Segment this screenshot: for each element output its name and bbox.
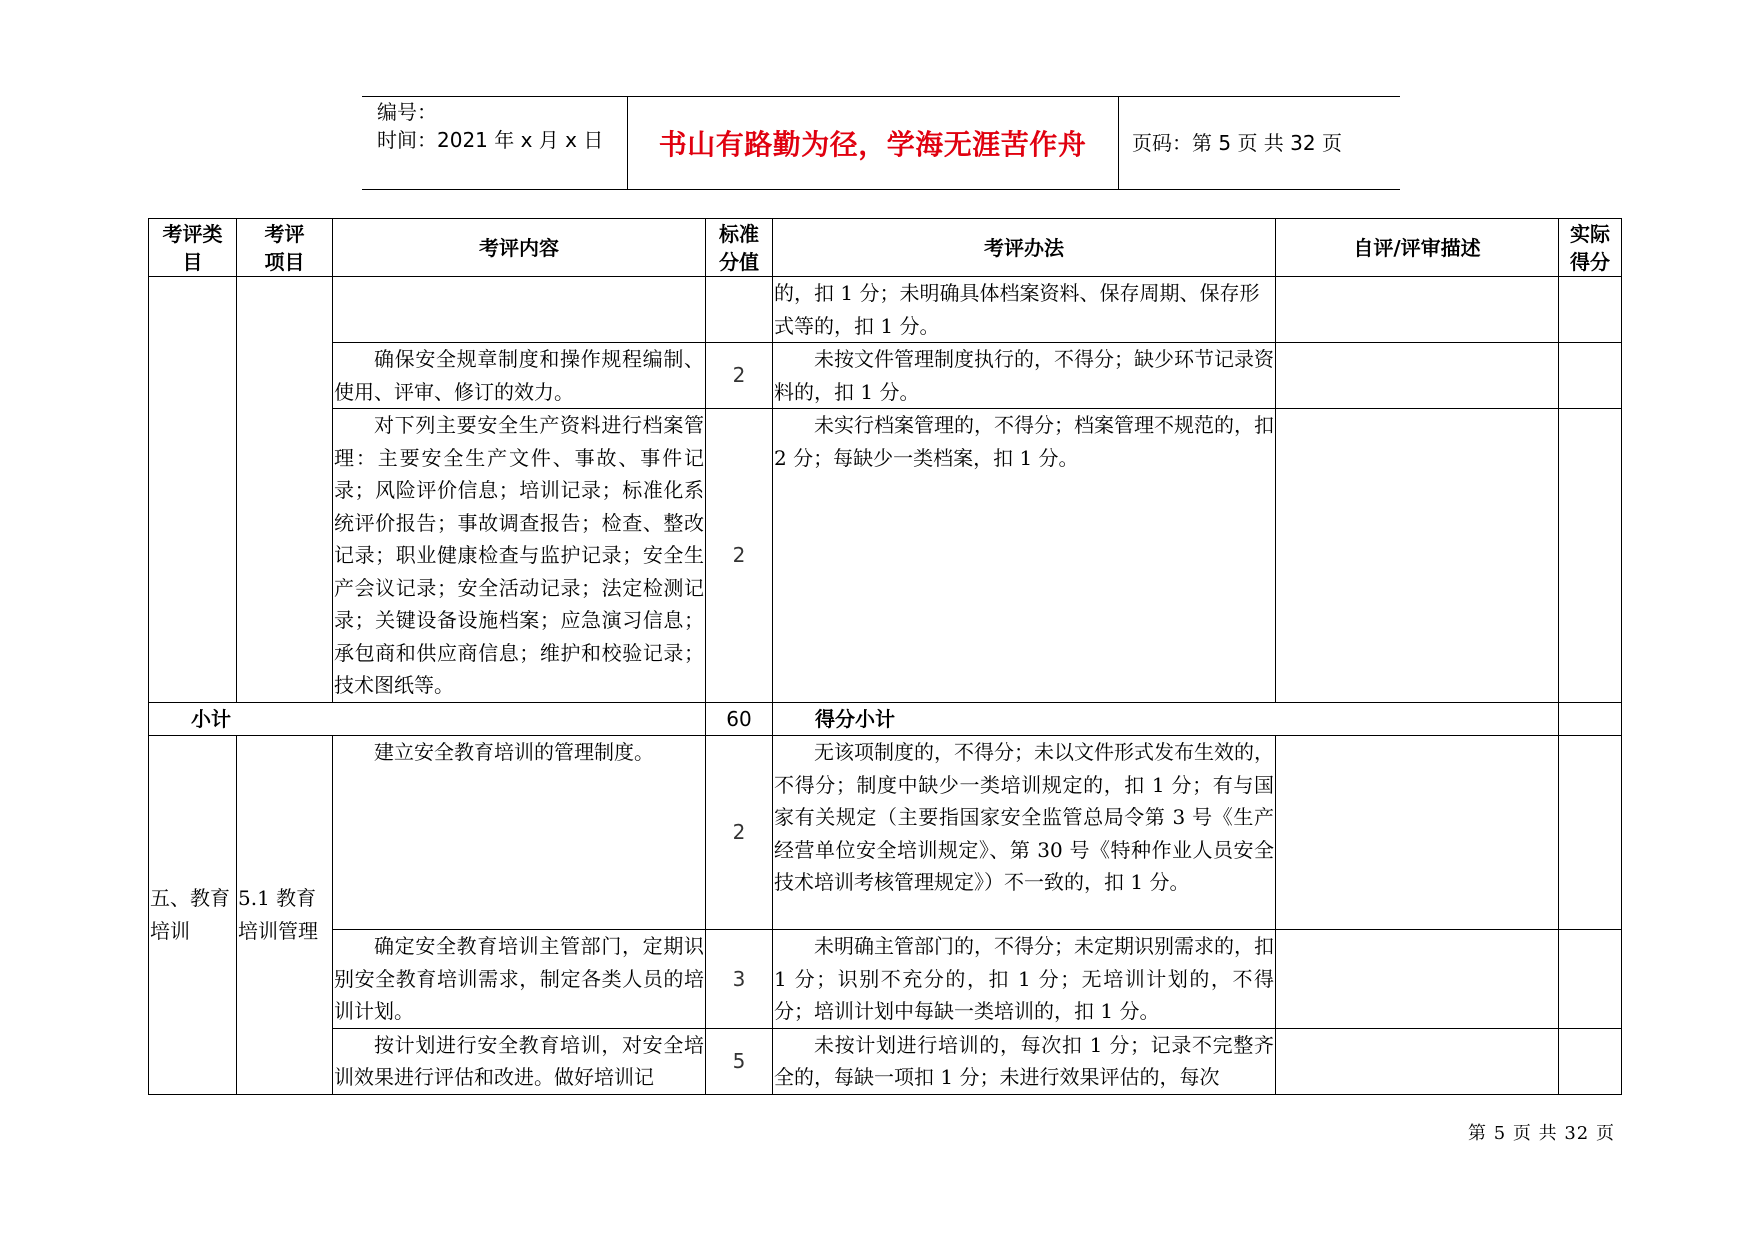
- score-cell: 2: [706, 409, 773, 703]
- subtotal-label: 小计: [149, 702, 706, 736]
- table-row: [149, 736, 1622, 930]
- content-cell: 按计划进行安全教育培训，对安全培训效果进行评估和改进。做好培训记: [333, 1028, 706, 1094]
- category-cell: 五、教育培训: [149, 736, 237, 1095]
- header-motto: 书山有路勤为径，学海无涯苦作舟: [658, 127, 1087, 161]
- score-cell: 3: [706, 930, 773, 1029]
- score-cell: 2: [706, 343, 773, 409]
- self-review-cell: [1276, 930, 1559, 1029]
- header-method: 考评办法: [773, 219, 1276, 277]
- actual-score-cell: [1559, 1028, 1622, 1094]
- category-cell-empty: [149, 277, 237, 703]
- content-cell: 确保安全规章制度和操作规程编制、使用、评审、修订的效力。: [333, 343, 706, 409]
- content-cell: 确定安全教育培训主管部门，定期识别安全教育培训需求，制定各类人员的培训计划。: [333, 930, 706, 1029]
- header-bottom-rule: [362, 189, 1400, 190]
- table-row: [149, 409, 1622, 703]
- score-cell: 5: [706, 1028, 773, 1094]
- method-cell: 未实行档案管理的，不得分；档案管理不规范的，扣 2 分；每缺少一类档案，扣 1 分。: [773, 409, 1276, 703]
- self-review-cell: [1276, 1028, 1559, 1094]
- table-row: [149, 1028, 1622, 1094]
- header-page-label: 页码：第 5 页 共 32 页: [1132, 131, 1342, 155]
- item-cell-empty: [237, 277, 333, 703]
- header-meta: [377, 98, 603, 154]
- header-category: 考评类目: [149, 219, 237, 277]
- table-header-row: [149, 219, 1622, 277]
- subtotal-row: [149, 702, 1622, 736]
- score-cell: 2: [706, 736, 773, 930]
- subtotal-actual-cell: [1559, 702, 1622, 736]
- self-review-cell: [1276, 277, 1559, 343]
- number-label: 编号：: [377, 100, 437, 124]
- method-cell: 未按计划进行培训的，每次扣 1 分；记录不完整齐全的，每缺一项扣 1 分；未进行效果评估的，每次: [773, 1028, 1276, 1094]
- method-cell: 未明确主管部门的，不得分；未定期识别需求的，扣 1 分；识别不充分的，扣 1 分；无培训计划的，不得分；培训计划中每缺一类培训的，扣 1 分。: [773, 930, 1276, 1029]
- score-cell: [706, 277, 773, 343]
- self-review-cell: [1276, 736, 1559, 930]
- self-review-cell: [1276, 409, 1559, 703]
- header-content: 考评内容: [333, 219, 706, 277]
- actual-score-cell: [1559, 277, 1622, 343]
- assessment-table: [148, 218, 1622, 1095]
- method-cell: 的，扣 1 分；未明确具体档案资料、保存周期、保存形式等的，扣 1 分。: [773, 277, 1276, 343]
- table-row: [149, 343, 1622, 409]
- actual-score-cell: [1559, 736, 1622, 930]
- header-actual: 实际得分: [1559, 219, 1622, 277]
- table-row: [149, 930, 1622, 1029]
- subtotal-value: 60: [706, 702, 773, 736]
- method-cell: 未按文件管理制度执行的，不得分；缺少环节记录资料的，扣 1 分。: [773, 343, 1276, 409]
- table-row: [149, 277, 1622, 343]
- time-label: 时间：2021 年 x 月 x 日: [377, 128, 604, 152]
- actual-score-cell: [1559, 930, 1622, 1029]
- content-cell: [333, 277, 706, 343]
- item-cell: 5.1 教育培训管理: [237, 736, 333, 1095]
- header-self-review: 自评/评审描述: [1276, 219, 1559, 277]
- self-review-cell: [1276, 343, 1559, 409]
- content-cell: 对下列主要安全生产资料进行档案管理：主要安全生产文件、事故、事件记录；风险评价信息；培训记录；标准化系统评价报告；事故调查报告；检查、整改记录；职业健康检查与监护记录；安全生产会议记录；安全活动记录；法定检测记录；关键设备设施档案；应急演习信息；承包商和供应商信息；维护和校验记录；技术图纸等。: [333, 409, 706, 703]
- actual-score-cell: [1559, 343, 1622, 409]
- subtotal-score-label: 得分小计: [773, 702, 1559, 736]
- page-footer: 第 5 页 共 32 页: [1468, 1123, 1615, 1144]
- header-standard: 标准分值: [706, 219, 773, 277]
- header-divider: [1118, 96, 1119, 189]
- header-item: 考评项目: [237, 219, 333, 277]
- method-cell: 无该项制度的，不得分；未以文件形式发布生效的，不得分；制度中缺少一类培训规定的，扣 1 分；有与国家有关规定（主要指国家安全监管总局令第 3 号《生产经营单位安全培训规定》、第 30 号《特种作业人员安全技术培训考核管理规定》）不一致的，扣 1 分。: [773, 736, 1276, 930]
- actual-score-cell: [1559, 409, 1622, 703]
- content-cell: 建立安全教育培训的管理制度。: [333, 736, 706, 930]
